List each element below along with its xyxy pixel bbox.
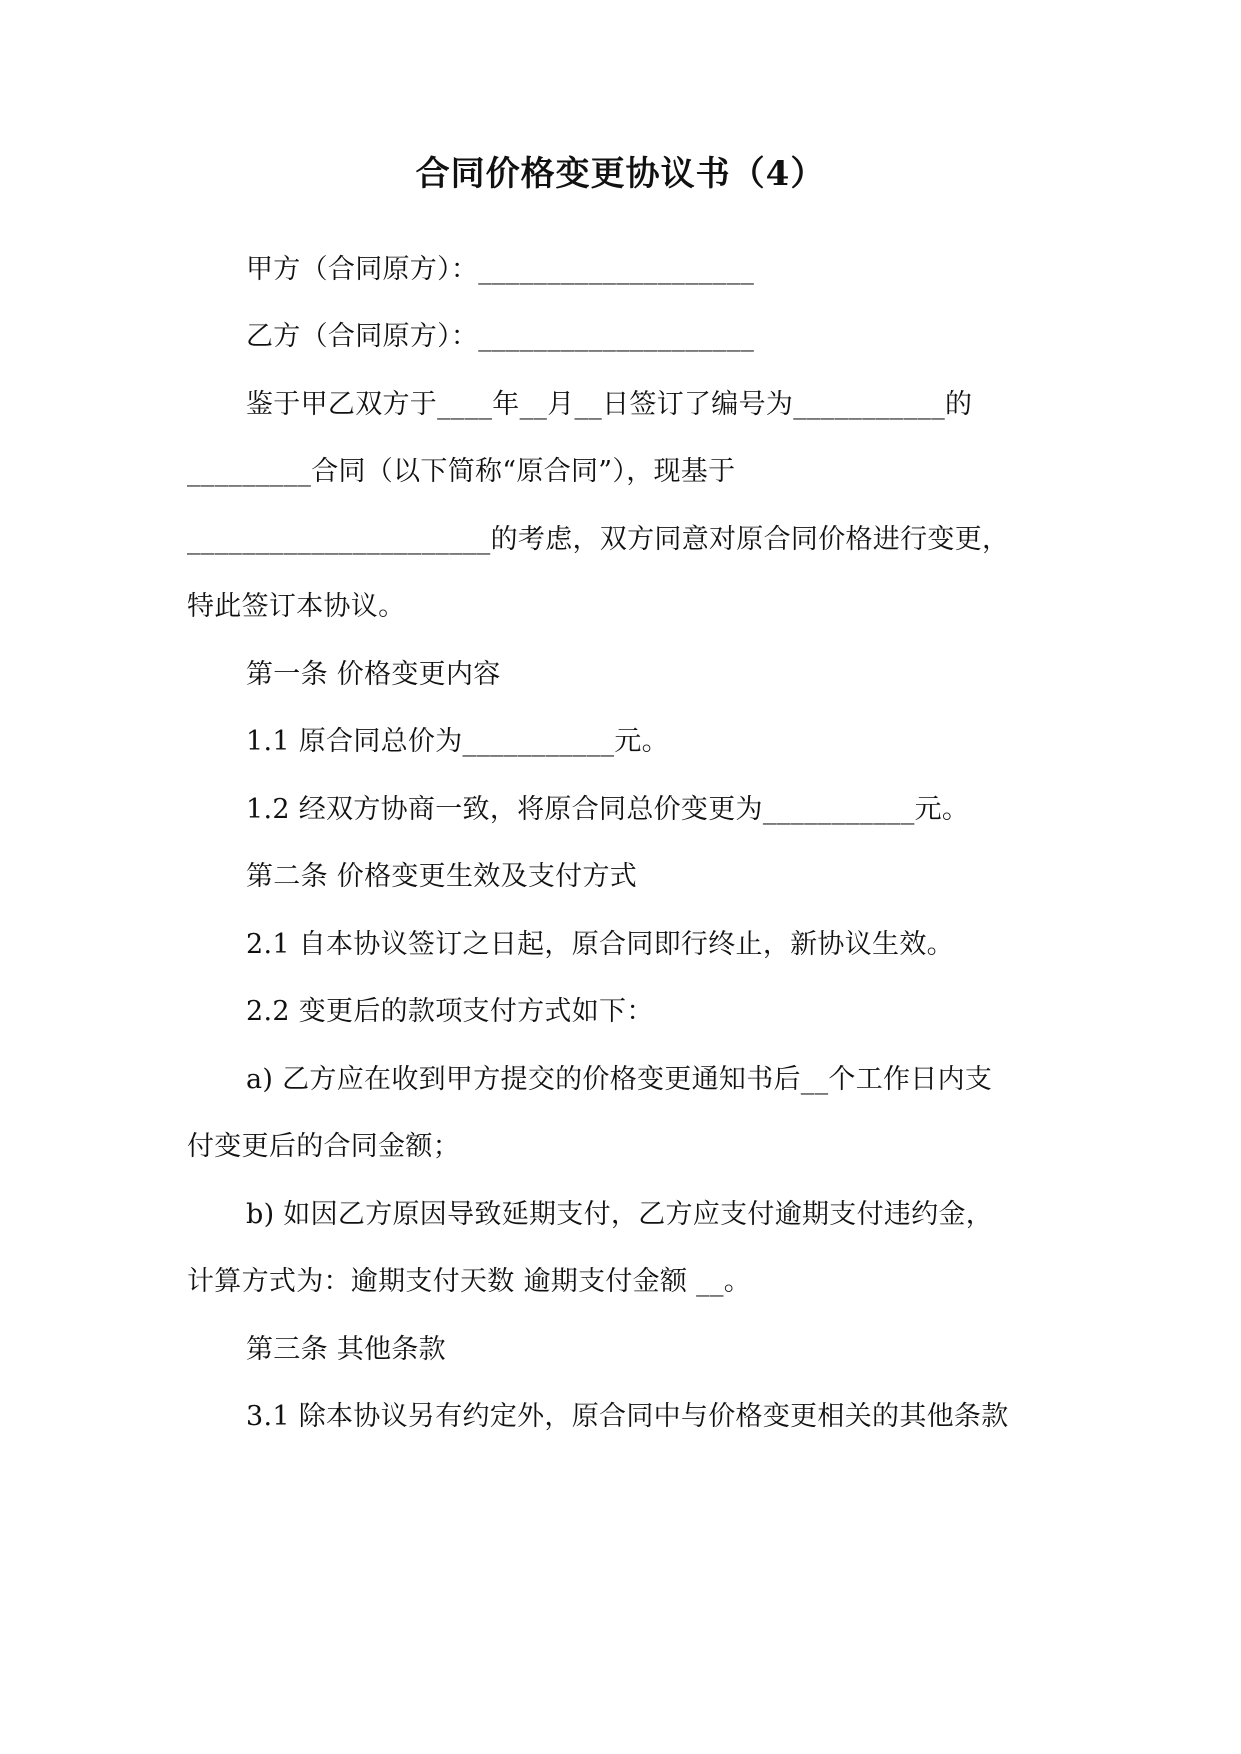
article-2-heading: 第二条 价格变更生效及支付方式 [246, 861, 638, 892]
preamble-line-4: 特此签订本协议。 [187, 591, 406, 622]
party-a-line: 甲方（合同原方）：____________________ [246, 254, 755, 285]
clause-2-2-b-line-2: 计算方式为：逾期支付天数 逾期支付金额 __。 [187, 1266, 752, 1297]
clause-2-2-a-line-1: a) 乙方应在收到甲方提交的价格变更通知书后__个工作日内支 [246, 1064, 993, 1095]
article-1-heading: 第一条 价格变更内容 [246, 659, 501, 690]
preamble-line-2: _________合同（以下简称“原合同”），现基于 [187, 456, 736, 487]
clause-3-1: 3.1 除本协议另有约定外，原合同中与价格变更相关的其他条款 [246, 1401, 1009, 1432]
clause-1-2: 1.2 经双方协商一致，将原合同总价变更为___________元。 [246, 794, 970, 825]
clause-2-2-b-line-1: b) 如因乙方原因导致延期支付，乙方应支付逾期支付违约金， [246, 1199, 994, 1230]
preamble-line-1: 鉴于甲乙双方于____年__月__日签订了编号为___________的 [246, 389, 973, 420]
clause-2-2-a-line-2: 付变更后的合同金额； [187, 1131, 460, 1162]
clause-1-1: 1.1 原合同总价为___________元。 [246, 726, 669, 757]
article-3-heading: 第三条 其他条款 [246, 1334, 446, 1365]
clause-2-2: 2.2 变更后的款项支付方式如下： [246, 996, 654, 1027]
document-title: 合同价格变更协议书（4） [415, 154, 826, 194]
clause-2-1: 2.1 自本协议签订之日起，原合同即行终止，新协议生效。 [246, 929, 954, 960]
party-b-line: 乙方（合同原方）：____________________ [246, 321, 755, 352]
preamble-line-3: ______________________的考虑，双方同意对原合同价格进行变更， [187, 524, 1010, 555]
